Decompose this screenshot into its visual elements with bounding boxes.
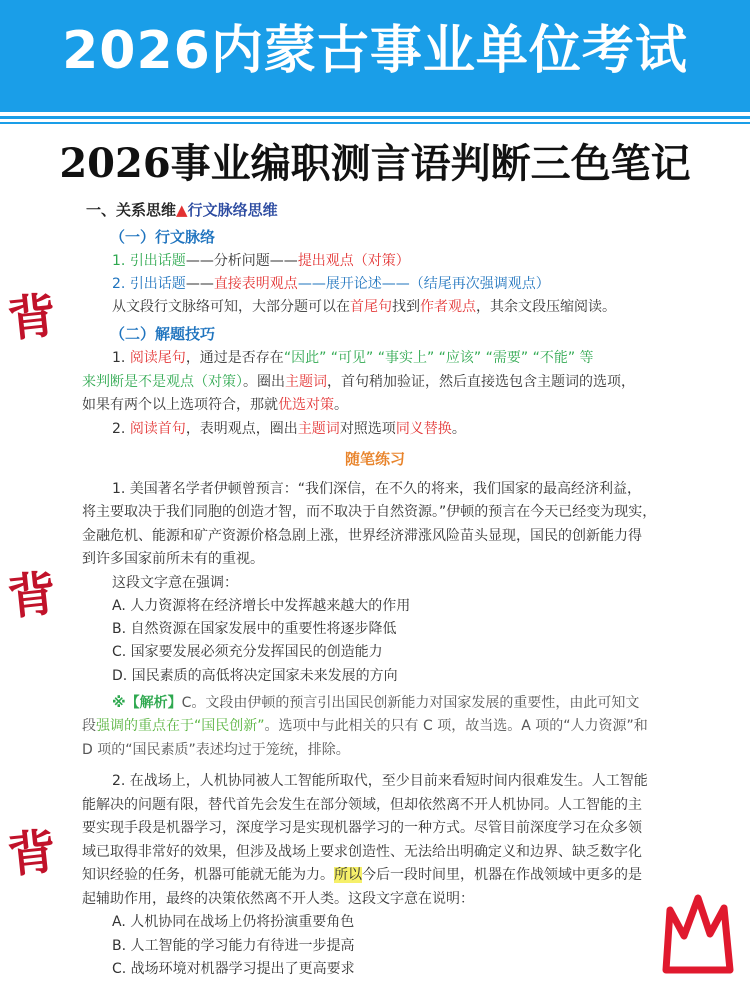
practice-heading: 随笔练习 xyxy=(344,450,405,468)
option-item: B. 自然资源在国家发展中的重要性将逐步降低 xyxy=(112,621,397,637)
analysis-text: D 项的“国民素质”表述均过于笼统，排除。 xyxy=(82,742,350,758)
page-title: 2026事业编职测言语判断三色笔记 xyxy=(59,140,691,187)
question-text: 2. 在战场上，人机协同被人工智能所取代，至少目前来看短时间内很难发生。人工智能 xyxy=(112,773,648,789)
list-item: 2. 引出话题——直接表明观点——展开论述——（结尾再次强调观点） xyxy=(112,276,550,292)
analysis-text: ※【解析】C。文段由伊顿的预言引出国民创新能力对国家发展的重要性，由此可知文 xyxy=(112,695,640,711)
summary-text: 从文段行文脉络可知，大部分题可以在首尾句找到作者观点，其余文段压缩阅读。 xyxy=(112,299,616,315)
memorize-mark: 背 xyxy=(5,287,59,349)
question-prompt: 这段文字意在强调： xyxy=(112,575,238,591)
tip-text: 来判断是不是观点（对策）。圈出主题词，首句稍加验证，然后直接选包含主题词的选项， xyxy=(82,374,635,390)
option-item: D. 国民素质的高低将决定国家未来发展的方向 xyxy=(112,668,398,684)
question-text: 1. 美国著名学者伊顿曾预言：“我们深信，在不久的将来，我们国家的最高经济利益， xyxy=(112,481,642,497)
option-item: C. 战场环境对机器学习提出了更高要求 xyxy=(112,961,355,977)
memorize-mark: 背 xyxy=(5,823,59,885)
option-item: A. 人机协同在战场上仍将扮演重要角色 xyxy=(112,914,355,930)
question-text: 金融危机、能源和矿产资源价格急剧上涨，世界经济滞涨风险苗头显现，国民的创新能力得 xyxy=(82,528,642,544)
tip-text: 2. 阅读首句，表明观点，圈出主题词对照选项同义替换。 xyxy=(112,421,466,437)
question-text: 知识经验的任务，机器可能就无能为力。所以今后一段时间里，机器在作战领域中更多的是 xyxy=(82,867,642,883)
subsection-heading: （二）解题技巧 xyxy=(110,325,216,343)
question-text: 要实现手段是机器学习，深度学习是实现机器学习的一种方式。尽管目前深度学习在众多领 xyxy=(82,820,642,836)
option-item: A. 人力资源将在经济增长中发挥越来越大的作用 xyxy=(112,598,411,614)
subsection-heading: （一）行文脉络 xyxy=(110,228,216,246)
crown-icon xyxy=(660,888,740,978)
section-heading: 一、关系思维▲行文脉络思维 xyxy=(86,201,278,219)
question-text: 到许多国家前所未有的重视。 xyxy=(82,551,264,567)
divider-line xyxy=(0,116,750,119)
question-text: 能解决的问题有限，替代首先会发生在部分领域，但却依然离不开人机协同。人工智能的主 xyxy=(82,797,642,813)
divider-line xyxy=(0,122,750,124)
question-text: 将主要取决于我们同胞的创造才智，而不取决于自然资源。”伊顿的预言在今天已经变为现实， xyxy=(82,504,657,520)
question-text: 域已取得非常好的效果，但涉及战场上要求创造性、无法给出明确定义和边界、缺乏数字化 xyxy=(82,844,642,860)
analysis-text: 段强调的重点在于“国民创新”。选项中与此相关的只有 C 项，故当选。A 项的“人力资源”和 xyxy=(82,718,648,734)
tip-text: 如果有两个以上选项符合，那就优选对策。 xyxy=(82,397,348,413)
tip-text: 1. 阅读尾句，通过是否存在“因此” “可见” “事实上” “应该” “需要” “不能” 等 xyxy=(112,350,594,366)
triangle-icon: ▲ xyxy=(176,201,188,219)
list-item: 1. 引出话题——分析问题——提出观点（对策） xyxy=(112,253,410,269)
option-item: C. 国家要发展必须充分发挥国民的创造能力 xyxy=(112,644,383,660)
banner-title: 2026内蒙古事业单位考试 xyxy=(62,21,688,81)
question-text: 起辅助作用，最终的决策依然离不开人类。这段文字意在说明： xyxy=(82,891,474,907)
option-item: B. 人工智能的学习能力有待进一步提高 xyxy=(112,938,355,954)
memorize-mark: 背 xyxy=(5,565,59,627)
